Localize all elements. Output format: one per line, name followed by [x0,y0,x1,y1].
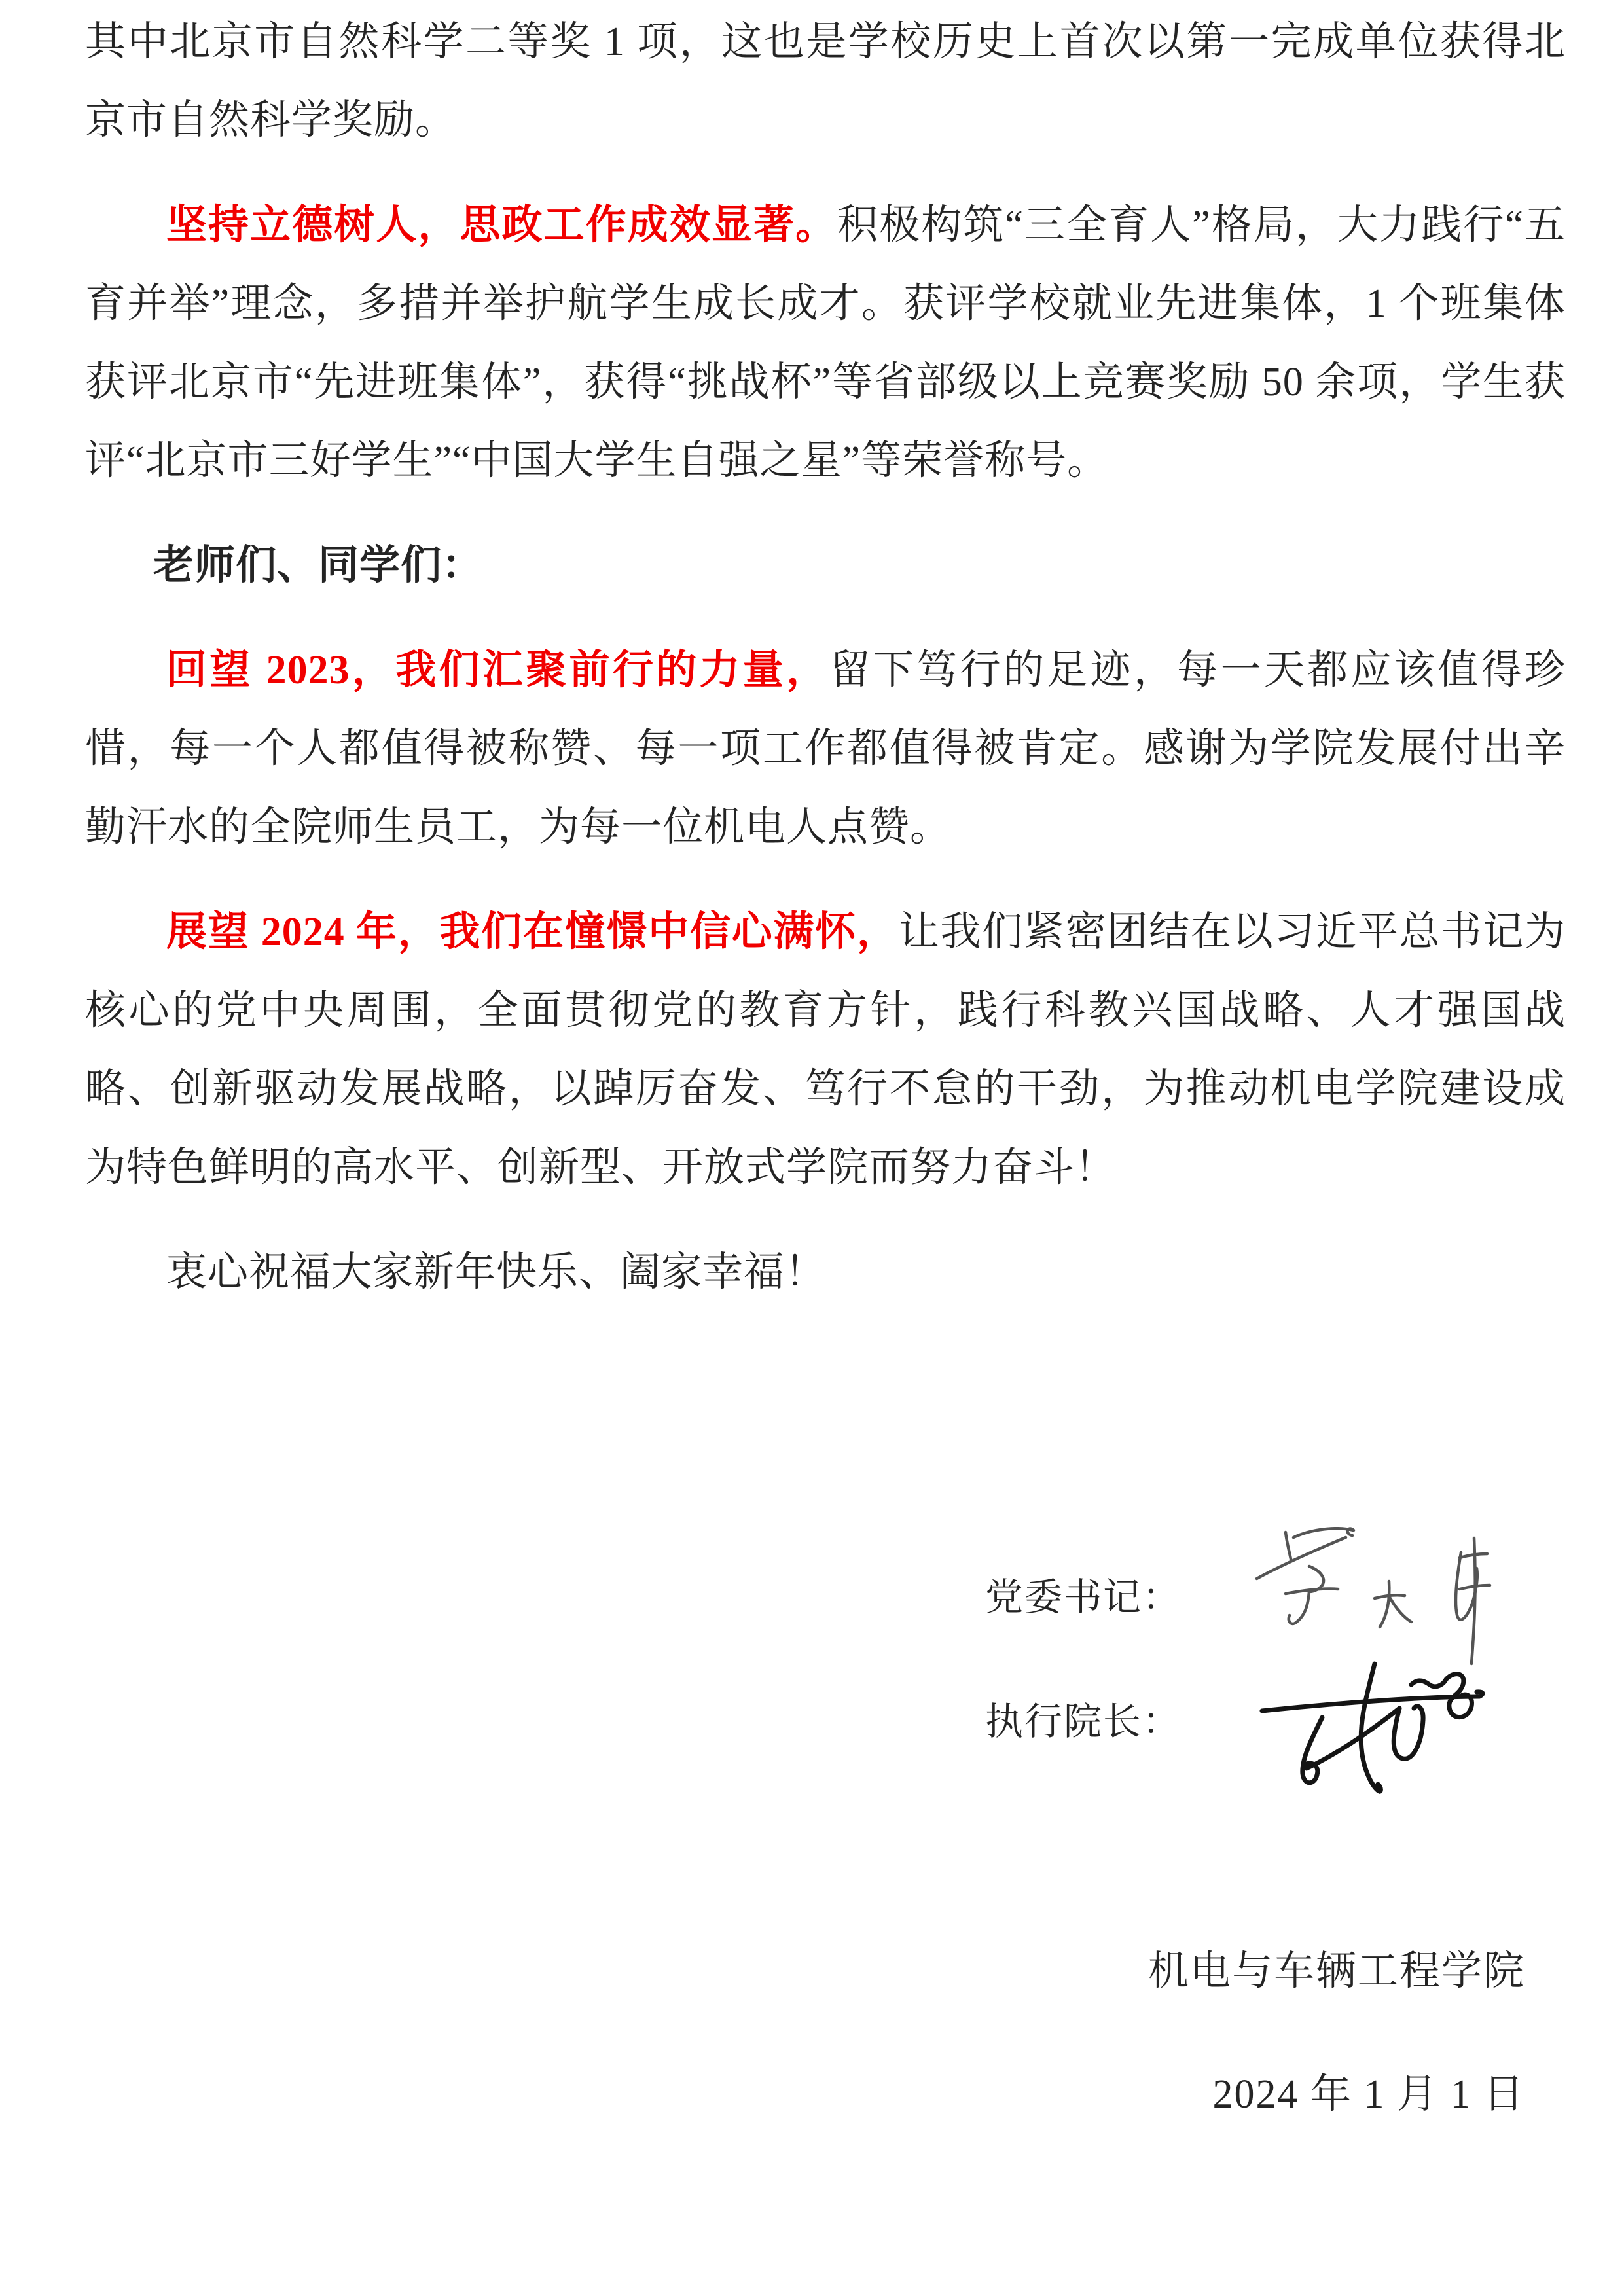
paragraph-outlook-2024-text: 让我们紧密团结在以习近平总书记为核心的党中央周围，全面贯彻党的教育方针，践行科教兴国战略、人才强国战略、创新驱动发展战略，以踔厉奋发、笃行不怠的干劲，为推动机电学院建设成为特色鲜明的高水平、创新型、开放式学院而努力奋斗！ [85,910,1566,1190]
executive-dean-signature-handwriting [1191,1623,1558,1885]
college-name: 机电与车辆工程学院 [1147,1949,1525,1994]
salutation-teachers-students: 老师们、同学们： [153,543,484,588]
paragraph-review-2023-text: 留下笃行的足迹，每一天都应该值得珍惜，每一个人都值得被称赞、每一项工作都值得被肯定。感谢为学院发展付出辛勤汗水的全院师生员工，为每一位机电人点赞。 [85,648,1566,850]
paragraph-new-year-wishes: 衷心祝福大家新年快乐、阖家幸福！ [166,1250,827,1295]
red-lead-outlook-2024: 展望 2024 年，我们在憧憬中信心满怀， [166,910,899,954]
paragraph-outlook-2024 [85,893,1566,1207]
paragraph-moral-education [85,186,1566,500]
paragraph-awards-continuation: 其中北京市自然科学二等奖 1 项，这也是学校历史上首次以第一完成单位获得北京市自然科学奖励。 [85,20,1566,143]
letter-date: 2024 年 1 月 1 日 [1212,2072,1525,2117]
red-lead-review-2023: 回望 2023，我们汇聚前行的力量， [166,648,830,692]
executive-dean-label: 执行院长： [985,1700,1182,1743]
paragraph-review-2023 [85,631,1566,867]
red-lead-moral-education: 坚持立德树人，思政工作成效显著。 [166,203,838,247]
paragraph-moral-education-text: 积极构筑“三全育人”格局，大力践行“五育并举”理念，多措并举护航学生成长成才。获评学校就业先进集体，1 个班集体获评北京市“先进班集体”，获得“挑战杯”等省部级以上竞赛奖励 50 余项，学生获评“北京市三好学生”“中国大学生自强之星”等荣誉称号。 [85,203,1566,483]
party-secretary-label: 党委书记： [985,1576,1182,1619]
letter-body [85,3,1566,1338]
